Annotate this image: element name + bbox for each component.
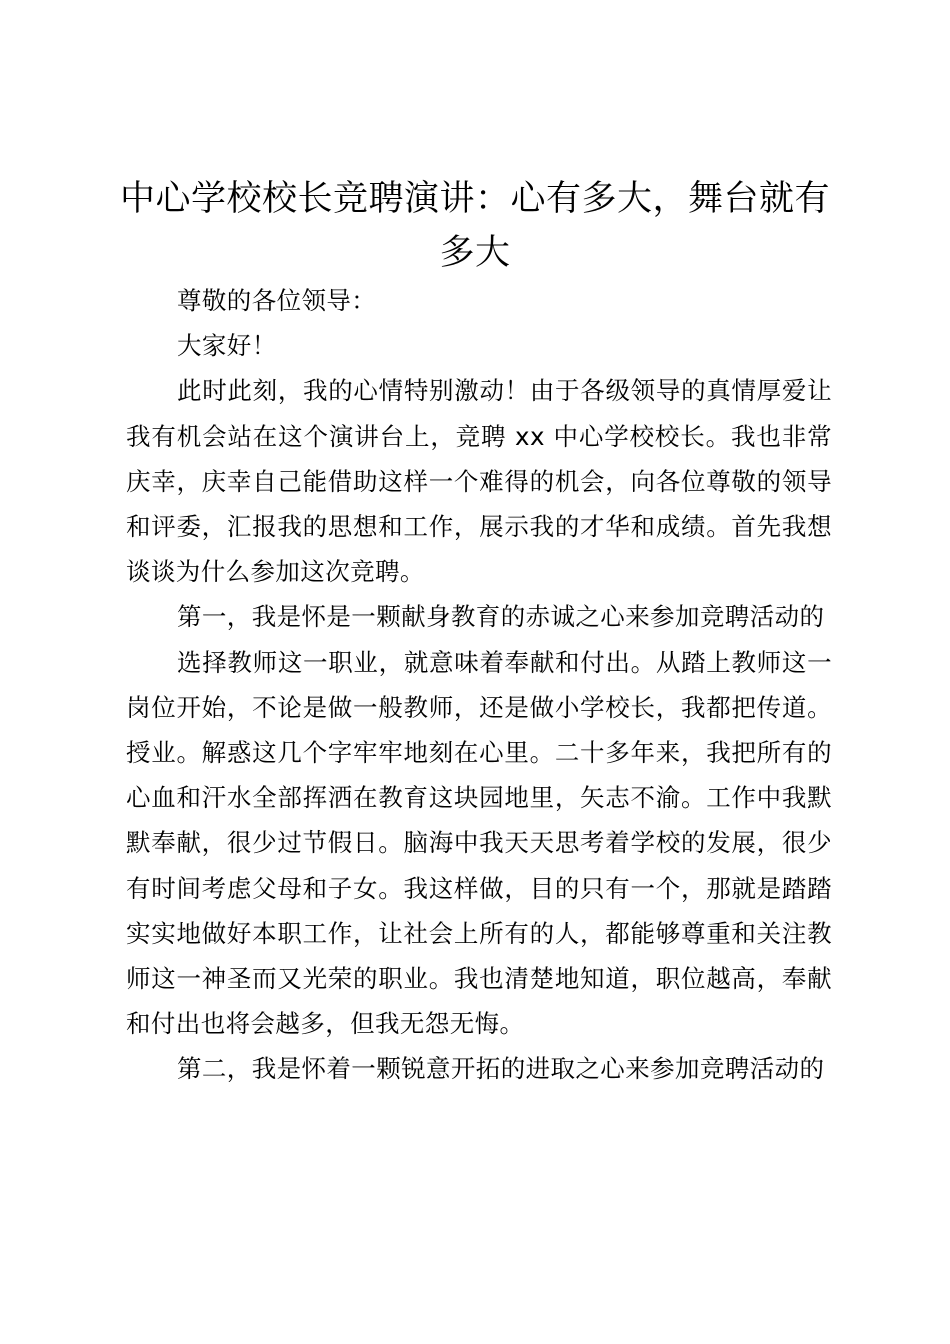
salutation-paragraph: 尊敬的各位领导： xyxy=(177,286,377,315)
page-title: 中心学校校长竞聘演讲：心有多大，舞台就有多大 xyxy=(119,179,830,273)
greeting-paragraph: 大家好！ xyxy=(177,331,277,361)
body-paragraph: 选择教师这一职业，就意味着奉献和付出。从踏上教师这一岗位开始，不论是做一般教师，还是做小学校长，我都把传道。授业。解惑这几个字牢牢地刻在心里。二十多年来，我把所有的心血和汗水全部挥洒在教育这块园地里，矢志不渝。工作中我默默奉献，很少过节假日。脑海中我天天思考着学校的发展，很少有时间考虑父母和子女。我这样做，目的只有一个，那就是踏踏实实地做好本职工作，让社会上所有的人，都能够尊重和关注教师这一神圣而又光荣的职业。我也清楚地知道，职位越高，奉献和付出也将会越多，但我无怨无悔。 xyxy=(126,647,832,1039)
intro-paragraph: 此时此刻，我的心情特别激动！由于各级领导的真情厚爱让我有机会站在这个演讲台上，竞聘 xx 中心学校校长。我也非常庆幸，庆幸自己能借助这样一个难得的机会，向各位尊敬的领导和评委，汇报我的思想和工作，展示我的才华和成绩。首先我想谈谈为什么参加这次竞聘。 xyxy=(126,376,832,587)
section-heading-first: 第一，我是怀是一颗献身教育的赤诚之心来参加竞聘活动的 xyxy=(177,602,825,632)
document-body xyxy=(126,278,832,1092)
section-heading-second: 第二，我是怀着一颗锐意开拓的进取之心来参加竞聘活动的 xyxy=(177,1054,825,1084)
